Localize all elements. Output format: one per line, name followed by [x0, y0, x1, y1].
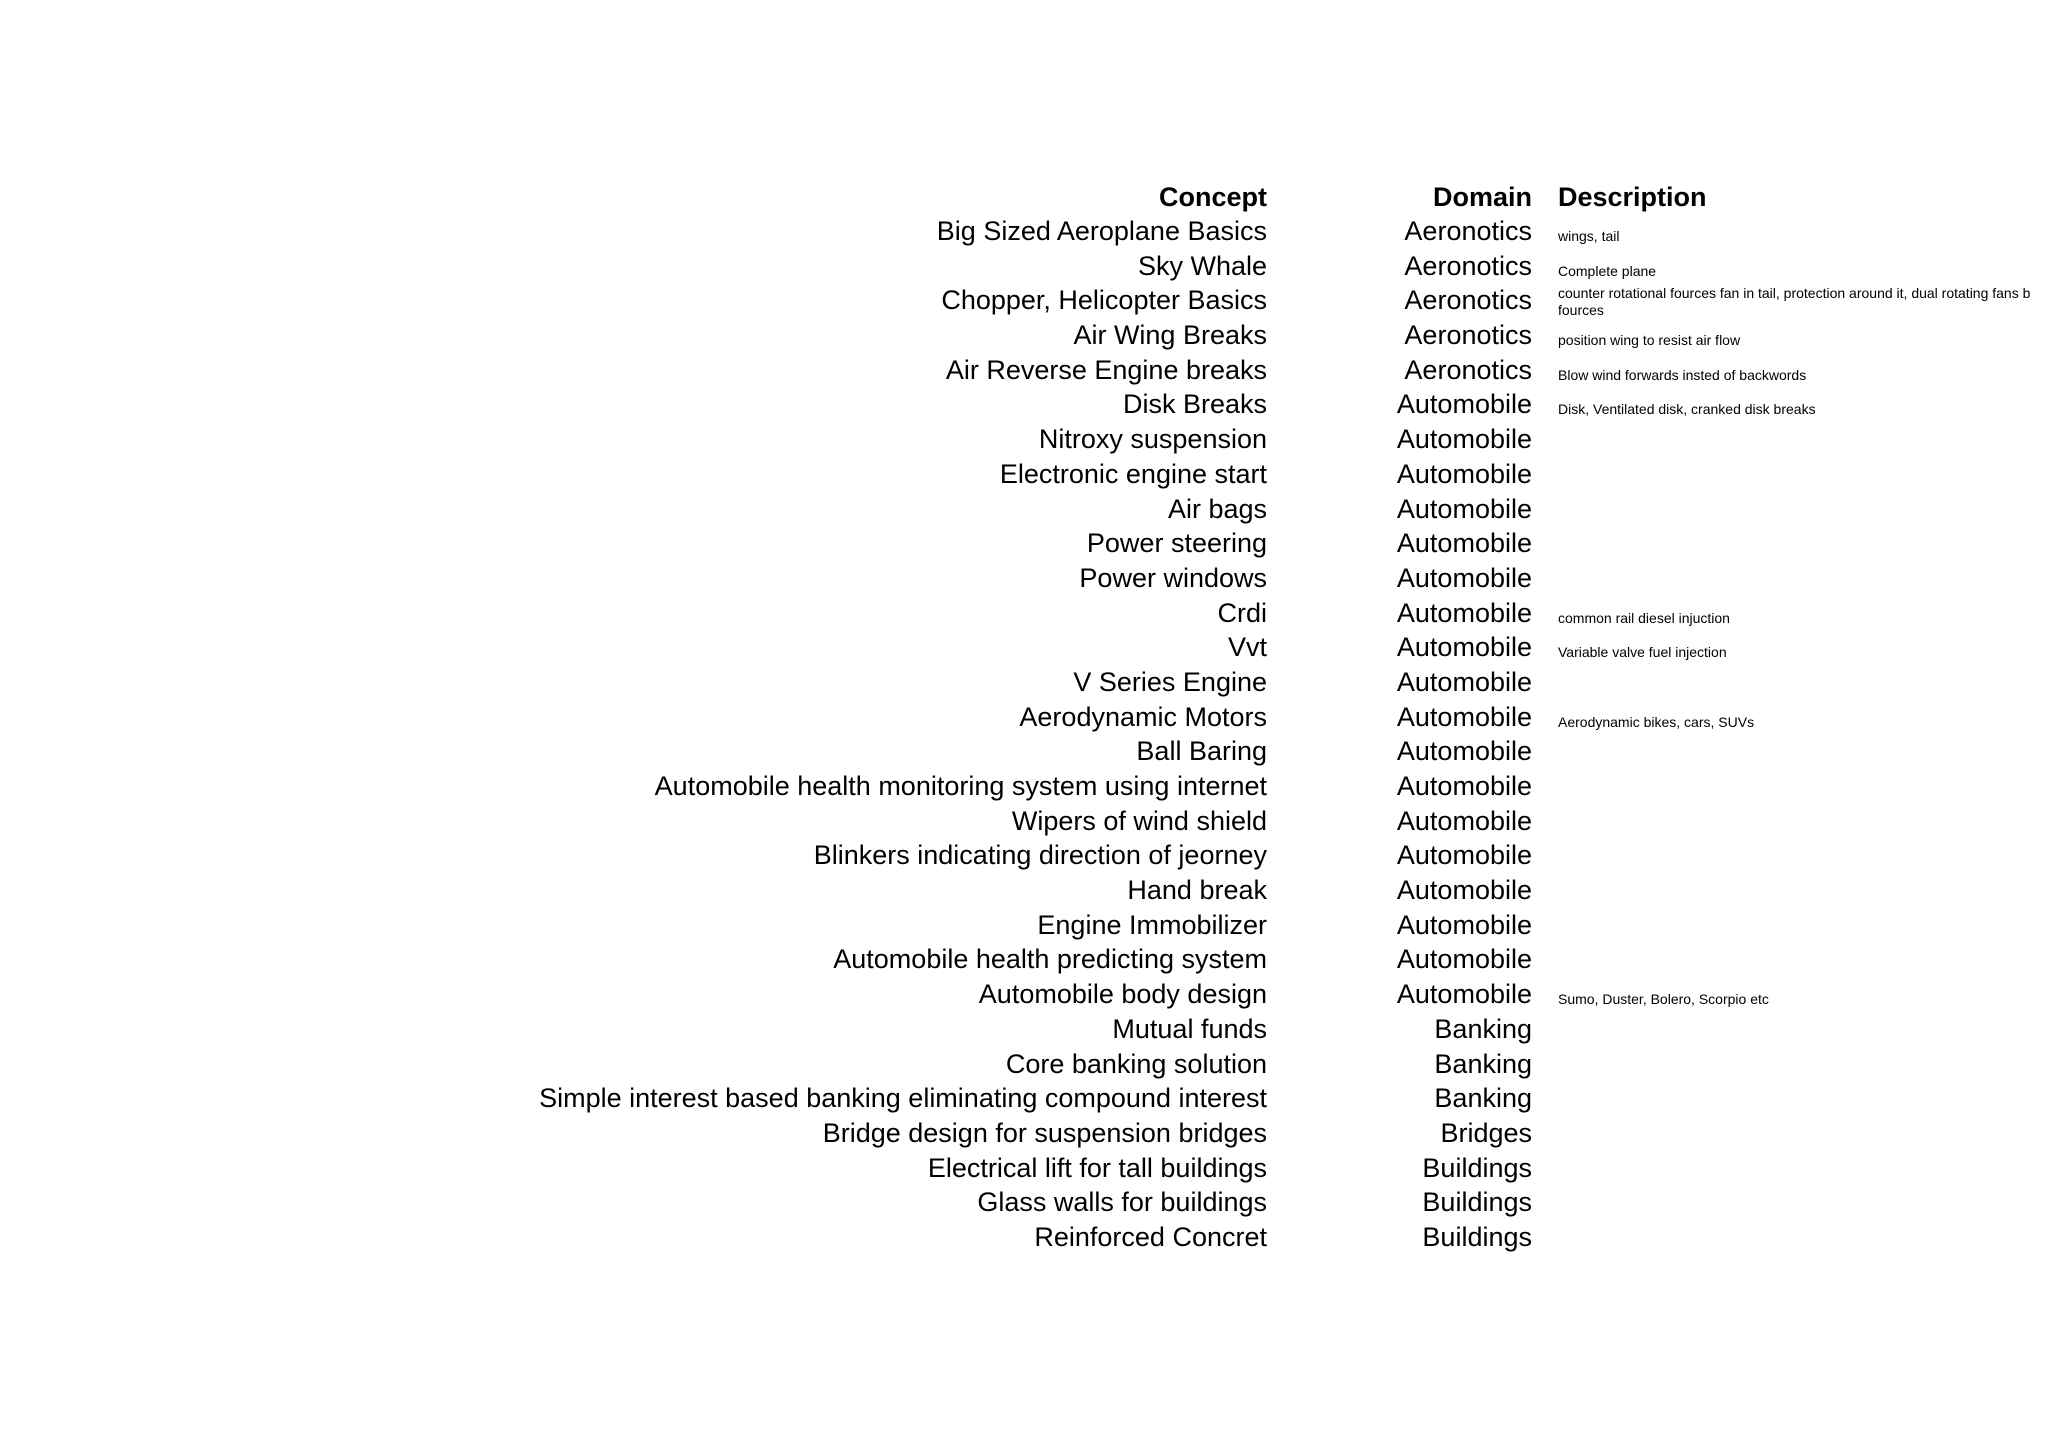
- domain-cell: Automobile: [1396, 493, 1532, 524]
- description-column-header: Description: [1558, 182, 1707, 212]
- table-row: [0, 700, 2048, 735]
- concept-cell: Sky Whale: [1137, 250, 1267, 281]
- description-cell: [1558, 401, 1816, 418]
- table-row: [0, 422, 2048, 457]
- domain-cell: Automobile: [1396, 736, 1532, 767]
- domain-column-header: Domain: [1432, 182, 1532, 212]
- domain-cell: Automobile: [1396, 424, 1532, 455]
- concept-cell: Reinforced Concret: [1034, 1221, 1267, 1252]
- table-row: [0, 353, 2048, 388]
- domain-cell: Automobile: [1396, 909, 1532, 940]
- concept-cell: Bridge design for suspension bridges: [822, 1117, 1267, 1148]
- domain-cell: Banking: [1434, 1013, 1532, 1044]
- concept-cell: Ball Baring: [1136, 736, 1267, 767]
- table-row: [0, 838, 2048, 873]
- table-row: [0, 387, 2048, 422]
- domain-cell: Automobile: [1396, 875, 1532, 906]
- description-line: fources: [1558, 302, 1604, 319]
- concept-cell: Vvt: [1227, 632, 1267, 663]
- concept-cell: Electrical lift for tall buildings: [927, 1152, 1267, 1183]
- concept-cell: Automobile body design: [978, 979, 1267, 1010]
- concept-cell: Air Reverse Engine breaks: [945, 354, 1267, 385]
- concept-cell: Mutual funds: [1112, 1013, 1267, 1044]
- concept-cell: Power windows: [1079, 562, 1267, 593]
- domain-cell: Aeronotics: [1404, 320, 1532, 351]
- table-row: [0, 492, 2048, 527]
- table-row: [0, 283, 2048, 318]
- concept-cell: V Series Engine: [1073, 666, 1267, 697]
- domain-cell: Automobile: [1396, 458, 1532, 489]
- description-cell: [1558, 644, 1727, 661]
- concept-cell: Power steering: [1086, 528, 1267, 559]
- table-row: [0, 1012, 2048, 1047]
- concept-cell: Electronic engine start: [999, 458, 1267, 489]
- description-cell: [1558, 228, 1619, 245]
- table-row: [0, 769, 2048, 804]
- concept-cell: Nitroxy suspension: [1038, 424, 1267, 455]
- domain-cell: Automobile: [1396, 805, 1532, 836]
- table-row: [0, 804, 2048, 839]
- concept-cell: Engine Immobilizer: [1037, 909, 1267, 940]
- table-row: [0, 318, 2048, 353]
- description-line: counter rotational fources fan in tail, protection around it, dual rotating fans b: [1558, 285, 2031, 302]
- table-row: [0, 1185, 2048, 1220]
- domain-cell: Automobile: [1396, 632, 1532, 663]
- table-row: [0, 1116, 2048, 1151]
- concept-cell: Disk Breaks: [1122, 389, 1267, 420]
- table-row: [0, 665, 2048, 700]
- table-row: [0, 630, 2048, 665]
- table-row: [0, 249, 2048, 284]
- domain-cell: Aeronotics: [1404, 216, 1532, 246]
- table-row: [0, 1220, 2048, 1255]
- description-cell: [1558, 263, 1656, 280]
- table-row: [0, 1081, 2048, 1116]
- domain-cell: Automobile: [1396, 771, 1532, 801]
- domain-cell: Automobile: [1396, 979, 1532, 1010]
- description-line: wings, tail: [1558, 228, 1620, 244]
- concept-cell: Aerodynamic Motors: [1019, 701, 1267, 732]
- domain-cell: Buildings: [1422, 1187, 1532, 1218]
- table-row: [0, 942, 2048, 977]
- table-row: [0, 734, 2048, 769]
- domain-cell: Automobile: [1396, 944, 1532, 975]
- domain-cell: Automobile: [1396, 840, 1532, 871]
- description-cell: [1558, 714, 1754, 731]
- domain-cell: Aeronotics: [1404, 285, 1532, 316]
- domain-cell: Automobile: [1396, 597, 1532, 628]
- domain-cell: Aeronotics: [1404, 250, 1532, 281]
- description-line: Complete plane: [1558, 262, 1657, 279]
- description-cell: [1558, 367, 1806, 384]
- domain-cell: Automobile: [1396, 666, 1532, 697]
- domain-cell: Banking: [1434, 1083, 1532, 1114]
- domain-cell: Banking: [1434, 1048, 1532, 1079]
- description-line: Sumo, Duster, Bolero, Scorpio etc: [1558, 991, 1769, 1008]
- concept-cell: Crdi: [1217, 597, 1267, 628]
- description-line: Blow wind forwards insted of backwords: [1558, 366, 1807, 383]
- concept-cell: Air bags: [1167, 493, 1267, 524]
- domain-cell: Buildings: [1422, 1152, 1532, 1183]
- table-row: [0, 457, 2048, 492]
- concept-cell: Big Sized Aeroplane Basics: [936, 216, 1267, 246]
- description-line: common rail diesel injuction: [1558, 609, 1730, 626]
- table-row: [0, 1047, 2048, 1082]
- domain-cell: Automobile: [1396, 528, 1532, 559]
- table-body: [0, 214, 2048, 1255]
- table-header-row: [0, 180, 2048, 214]
- domain-cell: Bridges: [1440, 1117, 1532, 1148]
- concept-cell: Hand break: [1127, 875, 1267, 906]
- table-row: [0, 214, 2048, 249]
- domain-cell: Buildings: [1422, 1221, 1532, 1252]
- description-cell: [1558, 991, 1769, 1008]
- table-row: [0, 873, 2048, 908]
- description-cell: [1558, 285, 2030, 319]
- concept-cell: Glass walls for buildings: [977, 1187, 1267, 1218]
- description-line: Aerodynamic bikes, cars, SUVs: [1558, 713, 1755, 730]
- concept-cell: Blinkers indicating direction of jeorney: [813, 840, 1267, 871]
- description-line: position wing to resist air flow: [1558, 332, 1741, 349]
- table-row: [0, 596, 2048, 631]
- table-row: [0, 561, 2048, 596]
- domain-cell: Automobile: [1396, 389, 1532, 420]
- table-row: [0, 908, 2048, 943]
- domain-cell: Aeronotics: [1404, 354, 1532, 385]
- domain-cell: Automobile: [1396, 562, 1532, 593]
- description-line: Variable valve fuel injection: [1558, 644, 1727, 661]
- table-row: [0, 1151, 2048, 1186]
- concept-cell: Wipers of wind shield: [1011, 805, 1267, 836]
- table-row: [0, 526, 2048, 561]
- concept-cell: Core banking solution: [1005, 1048, 1267, 1079]
- concept-cell: Air Wing Breaks: [1073, 320, 1267, 351]
- concept-cell: Simple interest based banking eliminating compound interest: [539, 1083, 1267, 1114]
- description-line: Disk, Ventilated disk, cranked disk breaks: [1558, 401, 1816, 418]
- description-cell: [1558, 332, 1740, 349]
- domain-cell: Automobile: [1396, 701, 1532, 732]
- concept-column-header: Concept: [1159, 182, 1267, 212]
- table-row: [0, 977, 2048, 1012]
- concept-cell: Chopper, Helicopter Basics: [941, 285, 1267, 316]
- description-cell: [1558, 610, 1730, 627]
- concept-cell: Automobile health predicting system: [833, 944, 1267, 975]
- concept-cell: Automobile health monitoring system using internet: [654, 771, 1267, 801]
